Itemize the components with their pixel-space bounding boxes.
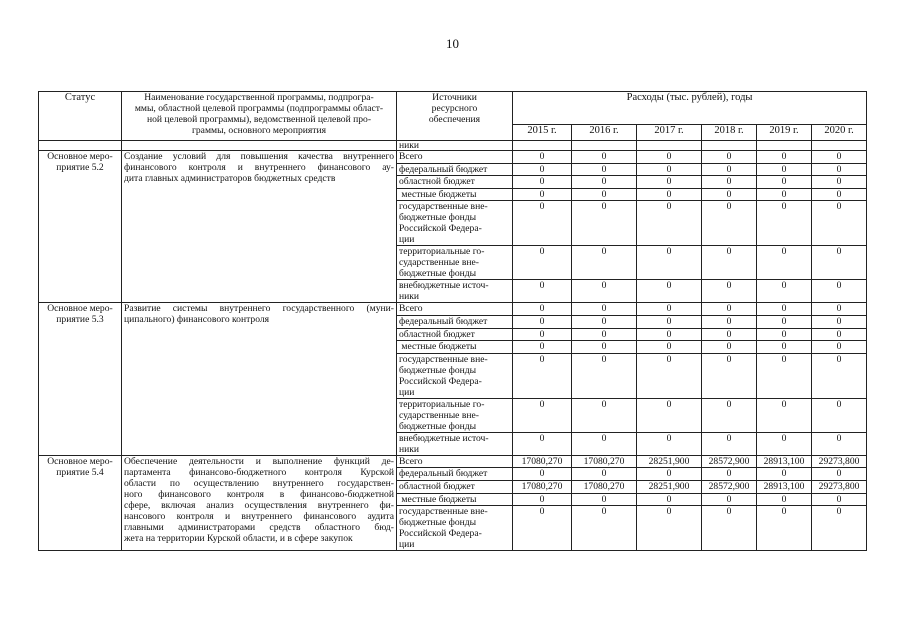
value-cell: 0 xyxy=(572,341,637,354)
value-cell: 0 xyxy=(812,246,867,280)
value-cell: 0 xyxy=(757,341,812,354)
source-line: Всего xyxy=(399,455,423,467)
value-cell: 0 xyxy=(757,432,812,455)
measure-name-line: Обеспечение деятельности и выполнение функций де- xyxy=(124,455,394,467)
continuation-name xyxy=(122,141,397,151)
value-cell: 0 xyxy=(702,151,757,164)
continuation-cell xyxy=(572,141,637,151)
value-cell: 0 xyxy=(637,246,702,280)
source-line: территориальные го- xyxy=(399,398,485,410)
header-year: 2018 г. xyxy=(702,125,757,141)
value-cell: 0 xyxy=(757,328,812,341)
source-line: бюджетные фонды xyxy=(399,364,477,376)
value-cell: 0 xyxy=(702,246,757,280)
source-line: Российской Федера- xyxy=(399,375,482,387)
source-cell xyxy=(397,315,513,328)
status-cell xyxy=(39,151,122,303)
value-cell: 0 xyxy=(637,353,702,398)
value-cell: 0 xyxy=(702,201,757,246)
value-cell: 0 xyxy=(812,328,867,341)
value-cell: 0 xyxy=(757,468,812,481)
source-line: Российской Федера- xyxy=(399,528,482,540)
value-cell: 0 xyxy=(513,151,572,164)
header-name xyxy=(122,92,397,141)
source-line: областной бюджет xyxy=(399,480,475,492)
value-cell: 0 xyxy=(572,328,637,341)
value-cell: 0 xyxy=(812,176,867,189)
value-cell: 28572,900 xyxy=(702,455,757,468)
header-source-line: ресурсного xyxy=(431,103,478,114)
source-cell xyxy=(397,280,513,303)
source-row xyxy=(39,303,867,316)
value-cell: 0 xyxy=(812,201,867,246)
value-cell: 0 xyxy=(572,163,637,176)
value-cell: 0 xyxy=(702,353,757,398)
value-cell: 0 xyxy=(572,432,637,455)
continuation-cell xyxy=(757,141,812,151)
value-cell: 0 xyxy=(702,432,757,455)
value-cell: 0 xyxy=(812,188,867,201)
value-cell: 17080,270 xyxy=(572,480,637,493)
source-line: ции xyxy=(399,539,415,551)
header-year: 2020 г. xyxy=(812,125,867,141)
value-cell: 0 xyxy=(702,468,757,481)
header-year: 2015 г. xyxy=(513,125,572,141)
budget-table-body xyxy=(39,141,867,551)
measure-name-line: Развитие системы внутреннего государственного (муни- xyxy=(124,303,394,315)
value-cell: 0 xyxy=(513,493,572,506)
value-cell: 0 xyxy=(513,176,572,189)
value-cell: 0 xyxy=(757,163,812,176)
source-cell xyxy=(397,188,513,201)
measure-name-line: финансового контроля и внутреннего финансового ау- xyxy=(124,162,394,173)
value-cell: 0 xyxy=(637,493,702,506)
source-line: государственные вне- xyxy=(399,201,488,213)
value-cell: 0 xyxy=(513,315,572,328)
value-cell: 0 xyxy=(757,201,812,246)
status-line: Основное меро- xyxy=(47,151,113,162)
value-cell: 0 xyxy=(572,493,637,506)
status-line: приятие 5.2 xyxy=(56,162,104,173)
value-cell: 0 xyxy=(702,280,757,303)
value-cell: 0 xyxy=(637,303,702,316)
value-cell: 0 xyxy=(572,506,637,551)
source-line: Всего xyxy=(399,303,423,315)
value-cell: 0 xyxy=(637,398,702,432)
source-line: бюджетные фонды xyxy=(399,420,477,432)
source-cell xyxy=(397,455,513,468)
value-cell: 0 xyxy=(812,303,867,316)
source-line: ции xyxy=(399,386,415,398)
value-cell: 0 xyxy=(812,353,867,398)
value-cell: 0 xyxy=(812,151,867,164)
header-name-line: ной целевой программы), ведомственной целевой про- xyxy=(146,114,372,125)
value-cell: 0 xyxy=(572,398,637,432)
value-cell: 0 xyxy=(572,201,637,246)
source-line: областной бюджет xyxy=(399,328,475,340)
value-cell: 0 xyxy=(812,280,867,303)
value-cell: 28251,900 xyxy=(637,455,702,468)
source-cell xyxy=(397,468,513,481)
measure-name-line: нансового контроля и внутреннего финансового аудита xyxy=(124,510,394,522)
value-cell: 0 xyxy=(637,468,702,481)
value-cell: 0 xyxy=(637,506,702,551)
value-cell: 0 xyxy=(513,468,572,481)
header-year: 2016 г. xyxy=(572,125,637,141)
value-cell: 0 xyxy=(702,176,757,189)
measure-name-line: партамента финансово-бюджетного контроля Курской xyxy=(124,466,394,478)
source-line: сударственные вне- xyxy=(399,409,479,421)
source-line: ники xyxy=(399,443,420,455)
value-cell: 0 xyxy=(572,176,637,189)
measure-name-line: Создание условий для повышения качества внутреннего xyxy=(124,151,394,162)
page-number: 10 xyxy=(446,36,459,51)
source-line: местные бюджеты xyxy=(399,341,477,353)
value-cell: 0 xyxy=(812,341,867,354)
value-cell: 0 xyxy=(702,163,757,176)
continuation-source: ники xyxy=(397,141,513,151)
value-cell: 0 xyxy=(812,315,867,328)
source-line: государственные вне- xyxy=(399,353,488,365)
value-cell: 0 xyxy=(812,163,867,176)
measure-name-cell xyxy=(122,455,397,550)
source-line: областной бюджет xyxy=(399,176,475,188)
value-cell: 0 xyxy=(637,432,702,455)
value-cell: 0 xyxy=(572,468,637,481)
source-cell xyxy=(397,176,513,189)
value-cell: 0 xyxy=(757,398,812,432)
value-cell: 0 xyxy=(513,353,572,398)
header-year: 2017 г. xyxy=(637,125,702,141)
header-name-line: ммы, областной целевой программы (подпрограммы област- xyxy=(134,103,384,114)
value-cell: 0 xyxy=(702,341,757,354)
header-name-line: граммы, основного мероприятия xyxy=(191,125,327,136)
value-cell: 17080,270 xyxy=(513,455,572,468)
source-cell xyxy=(397,432,513,455)
value-cell: 17080,270 xyxy=(513,480,572,493)
measure-name-cell xyxy=(122,303,397,455)
value-cell: 0 xyxy=(702,398,757,432)
value-cell: 17080,270 xyxy=(572,455,637,468)
value-cell: 0 xyxy=(637,280,702,303)
value-cell: 0 xyxy=(572,280,637,303)
value-cell: 0 xyxy=(812,468,867,481)
header-name-line: Наименование государственной программы, подпрогра- xyxy=(144,92,374,103)
value-cell: 0 xyxy=(572,353,637,398)
source-cell xyxy=(397,246,513,280)
status-line: приятие 5.4 xyxy=(56,466,104,478)
source-line: федеральный бюджет xyxy=(399,315,488,327)
status-cell xyxy=(39,455,122,550)
value-cell: 0 xyxy=(572,315,637,328)
value-cell: 0 xyxy=(757,246,812,280)
value-cell: 0 xyxy=(702,493,757,506)
measure-name-line: дита главных администраторов бюджетных средств xyxy=(124,173,336,184)
value-cell: 0 xyxy=(757,176,812,189)
value-cell: 28251,900 xyxy=(637,480,702,493)
value-cell: 0 xyxy=(513,341,572,354)
value-cell: 0 xyxy=(757,353,812,398)
value-cell: 0 xyxy=(637,188,702,201)
source-line: внебюджетные источ- xyxy=(399,280,489,292)
source-line: федеральный бюджет xyxy=(399,163,488,175)
source-line: внебюджетные источ- xyxy=(399,432,489,444)
value-cell: 29273,800 xyxy=(812,455,867,468)
value-cell: 0 xyxy=(702,315,757,328)
value-cell: 0 xyxy=(637,201,702,246)
source-line: местные бюджеты xyxy=(399,188,477,200)
source-line: ники xyxy=(399,291,420,303)
value-cell: 0 xyxy=(812,398,867,432)
source-line: федеральный бюджет xyxy=(399,468,488,480)
status-cell xyxy=(39,303,122,455)
source-cell xyxy=(397,163,513,176)
value-cell: 29273,800 xyxy=(812,480,867,493)
value-cell: 0 xyxy=(757,188,812,201)
status-line: Основное меро- xyxy=(47,303,113,315)
source-line: территориальные го- xyxy=(399,246,485,258)
source-row xyxy=(39,455,867,468)
continuation-cell xyxy=(637,141,702,151)
source-cell xyxy=(397,151,513,164)
header-source-line: Источники xyxy=(432,92,477,103)
value-cell: 0 xyxy=(702,506,757,551)
source-line: бюджетные фонды xyxy=(399,517,477,529)
source-line: бюджетные фонды xyxy=(399,212,477,224)
source-line: сударственные вне- xyxy=(399,257,479,269)
source-cell xyxy=(397,303,513,316)
value-cell: 28572,900 xyxy=(702,480,757,493)
source-line: бюджетные фонды xyxy=(399,268,477,280)
value-cell: 0 xyxy=(572,246,637,280)
header-expenses: Расходы (тыс. рублей), годы xyxy=(513,92,867,125)
source-line: ции xyxy=(399,234,415,246)
continuation-status xyxy=(39,141,122,151)
measure-name-line: жета на территории Курской области, и в сфере закупок xyxy=(124,532,353,544)
value-cell: 0 xyxy=(757,280,812,303)
value-cell: 0 xyxy=(637,328,702,341)
value-cell: 0 xyxy=(637,163,702,176)
source-line: Российской Федера- xyxy=(399,223,482,235)
measure-name-line: ного финансового контроля в финансово-бюджетной xyxy=(124,488,394,500)
value-cell: 28913,100 xyxy=(757,480,812,493)
header-status: Статус xyxy=(39,92,122,141)
value-cell: 0 xyxy=(637,151,702,164)
value-cell: 0 xyxy=(637,341,702,354)
source-line: государственные вне- xyxy=(399,506,488,518)
value-cell: 0 xyxy=(637,176,702,189)
source-cell xyxy=(397,341,513,354)
value-cell: 0 xyxy=(702,303,757,316)
measure-name-line: сфере, включая анализ осуществления внутреннего фи- xyxy=(124,499,394,511)
measure-name-line: области по осуществлению внутреннего государствен- xyxy=(124,477,394,489)
budget-table xyxy=(38,91,867,551)
status-line: Основное меро- xyxy=(47,455,113,467)
continuation-cell xyxy=(513,141,572,151)
header-year: 2019 г. xyxy=(757,125,812,141)
source-cell xyxy=(397,201,513,246)
value-cell: 0 xyxy=(513,163,572,176)
value-cell: 0 xyxy=(513,398,572,432)
value-cell: 0 xyxy=(513,188,572,201)
value-cell: 0 xyxy=(812,506,867,551)
value-cell: 0 xyxy=(812,493,867,506)
source-cell xyxy=(397,398,513,432)
value-cell: 0 xyxy=(757,315,812,328)
value-cell: 0 xyxy=(513,328,572,341)
value-cell: 0 xyxy=(702,188,757,201)
continuation-row xyxy=(39,141,867,151)
source-line: местные бюджеты xyxy=(399,493,477,505)
measure-name-line: главными администраторами средств областного бюд- xyxy=(124,521,394,533)
value-cell: 0 xyxy=(757,493,812,506)
header-sources xyxy=(397,92,513,141)
value-cell: 0 xyxy=(757,151,812,164)
value-cell: 0 xyxy=(513,303,572,316)
status-line: приятие 5.3 xyxy=(56,314,104,326)
continuation-cell xyxy=(812,141,867,151)
continuation-cell xyxy=(702,141,757,151)
value-cell: 0 xyxy=(572,151,637,164)
value-cell: 28913,100 xyxy=(757,455,812,468)
value-cell: 0 xyxy=(812,432,867,455)
header-source-line: обеспечения xyxy=(428,114,481,125)
value-cell: 0 xyxy=(757,303,812,316)
value-cell: 0 xyxy=(572,188,637,201)
value-cell: 0 xyxy=(637,315,702,328)
measure-name-cell xyxy=(122,151,397,303)
source-cell xyxy=(397,506,513,551)
source-cell xyxy=(397,493,513,506)
value-cell: 0 xyxy=(513,201,572,246)
value-cell: 0 xyxy=(513,432,572,455)
source-cell xyxy=(397,480,513,493)
value-cell: 0 xyxy=(702,328,757,341)
value-cell: 0 xyxy=(513,246,572,280)
value-cell: 0 xyxy=(513,280,572,303)
source-row xyxy=(39,151,867,164)
source-cell xyxy=(397,328,513,341)
source-cell xyxy=(397,353,513,398)
source-line: Всего xyxy=(399,151,423,162)
value-cell: 0 xyxy=(513,506,572,551)
measure-name-line: ципального) финансового контроля xyxy=(124,314,270,326)
value-cell: 0 xyxy=(572,303,637,316)
value-cell: 0 xyxy=(757,506,812,551)
